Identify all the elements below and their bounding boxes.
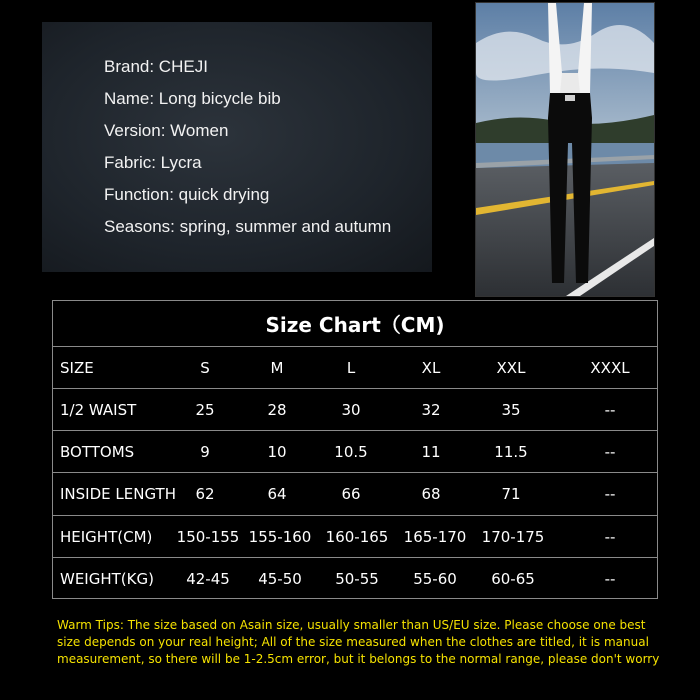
- table-cell: 62: [195, 485, 215, 503]
- table-cell: 30: [341, 400, 361, 419]
- header-m: M: [270, 358, 284, 377]
- table-cell: 9: [200, 442, 210, 461]
- table-row: [53, 558, 657, 600]
- table-cell: 35: [501, 400, 521, 419]
- table-cell: --: [604, 400, 616, 419]
- name-line: Name: Long bicycle bib: [104, 89, 281, 108]
- table-cell: 170-175: [481, 527, 545, 546]
- function-line: Function: quick drying: [104, 185, 270, 204]
- size-chart-title-row: [53, 301, 657, 347]
- table-cell: 165-170: [403, 527, 467, 546]
- table-cell: 11.5: [494, 442, 528, 461]
- header-xl: XL: [421, 358, 441, 377]
- header-size: SIZE: [60, 358, 94, 377]
- table-cell: --: [604, 527, 616, 546]
- size-chart-title: Size Chart（CM): [265, 313, 445, 337]
- table-cell: 50-55: [335, 570, 379, 588]
- header-xxxl: XXXL: [590, 358, 630, 377]
- table-cell: 32: [421, 400, 441, 419]
- table-cell: 45-50: [258, 570, 302, 588]
- table-row: [53, 473, 657, 516]
- fabric-line: Fabric: Lycra: [104, 153, 202, 172]
- row-label-height: HEIGHT(CM): [60, 527, 153, 546]
- table-cell: 68: [421, 485, 441, 503]
- warm-tips-text: Warm Tips: The size based on Asain size, usually smaller than US/EU size. Please choose one best size depends on your real height; All of the size measured when the clothes are titled, it is manual measurement, so there will be 1-2.5cm error, but it belongs to the normal range, please don't worry: [57, 618, 660, 666]
- table-cell: 155-160: [248, 527, 312, 546]
- table-cell: 10.5: [334, 442, 368, 461]
- table-cell: 64: [267, 485, 287, 503]
- table-cell: 66: [341, 485, 361, 503]
- table-cell: --: [604, 442, 616, 461]
- table-header-row: [53, 347, 657, 389]
- header-s: S: [200, 358, 210, 377]
- table-cell: 60-65: [491, 570, 535, 588]
- header-xxl: XXL: [496, 358, 526, 377]
- product-photo: [475, 2, 655, 297]
- version-line: Version: Women: [104, 121, 229, 140]
- table-cell: 55-60: [413, 570, 457, 588]
- table-cell: 150-155: [176, 527, 240, 546]
- table-row: [53, 389, 657, 431]
- table-cell: --: [604, 570, 616, 588]
- row-label-weight: WEIGHT(KG): [60, 570, 154, 588]
- row-label-waist: 1/2 WAIST: [60, 400, 137, 419]
- table-cell: 71: [501, 485, 521, 503]
- seasons-line: Seasons: spring, summer and autumn: [104, 217, 392, 236]
- header-l: L: [346, 358, 356, 377]
- table-cell: 160-165: [325, 527, 389, 546]
- table-row: [53, 516, 657, 558]
- row-label-inside-length: INSIDE LENGTH: [60, 485, 176, 503]
- size-chart-table: [52, 300, 658, 599]
- table-cell: 25: [195, 400, 215, 419]
- table-cell: 10: [267, 442, 287, 461]
- table-cell: --: [604, 485, 616, 503]
- row-label-bottoms: BOTTOMS: [60, 442, 135, 461]
- product-photo-image: [476, 3, 654, 296]
- brand-line: Brand: CHEJI: [104, 57, 208, 76]
- table-row: [53, 431, 657, 473]
- table-cell: 42-45: [186, 570, 230, 588]
- product-info-panel: [42, 22, 432, 272]
- table-cell: 28: [267, 400, 287, 419]
- table-cell: 11: [421, 442, 441, 461]
